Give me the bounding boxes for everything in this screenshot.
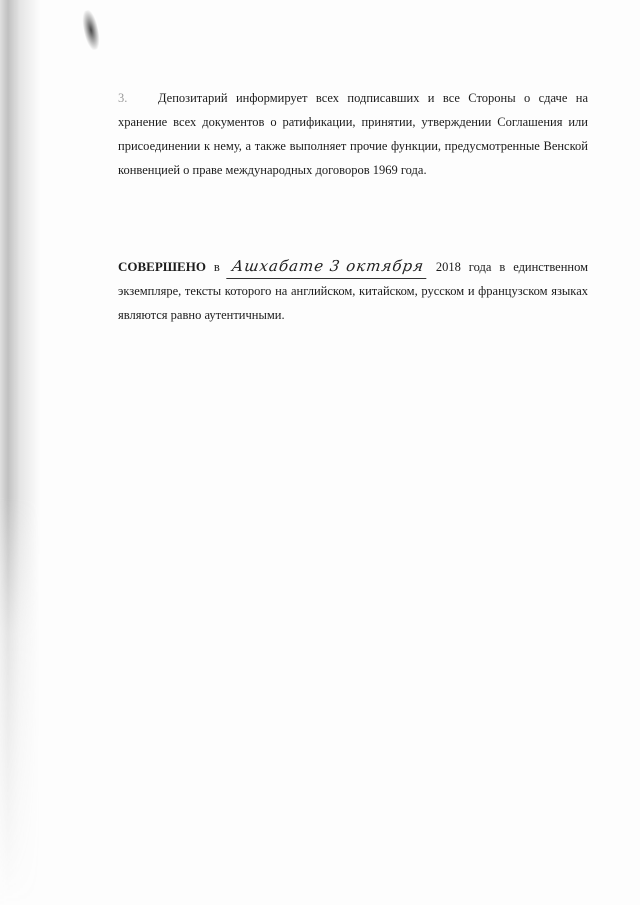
clause-number: 3. <box>118 91 128 105</box>
done-label: СОВЕРШЕНО <box>118 259 206 274</box>
signature-clause-text: 2018 года в единственном экземпляре, тексты которого на английском, китайском, русском и французском языках являются равно аутентичными. <box>118 260 588 322</box>
clause-3 <box>118 86 588 182</box>
scan-mark <box>80 9 102 51</box>
handwritten-place-date: Ашхабате 3 октября <box>226 254 430 279</box>
signature-clause <box>118 254 588 327</box>
scan-shadow <box>0 0 40 905</box>
clause-3-text: Депозитарий информирует всех подписавших и все Стороны о сдаче на хранение всех документов о ратификации, принятии, утверждении Соглашения или присоединении к нему, а также выполняет прочие функции, предусмотренные Венской конвенцией о праве международных договоров 1969 года. <box>118 91 588 177</box>
in-word: в <box>213 260 220 274</box>
